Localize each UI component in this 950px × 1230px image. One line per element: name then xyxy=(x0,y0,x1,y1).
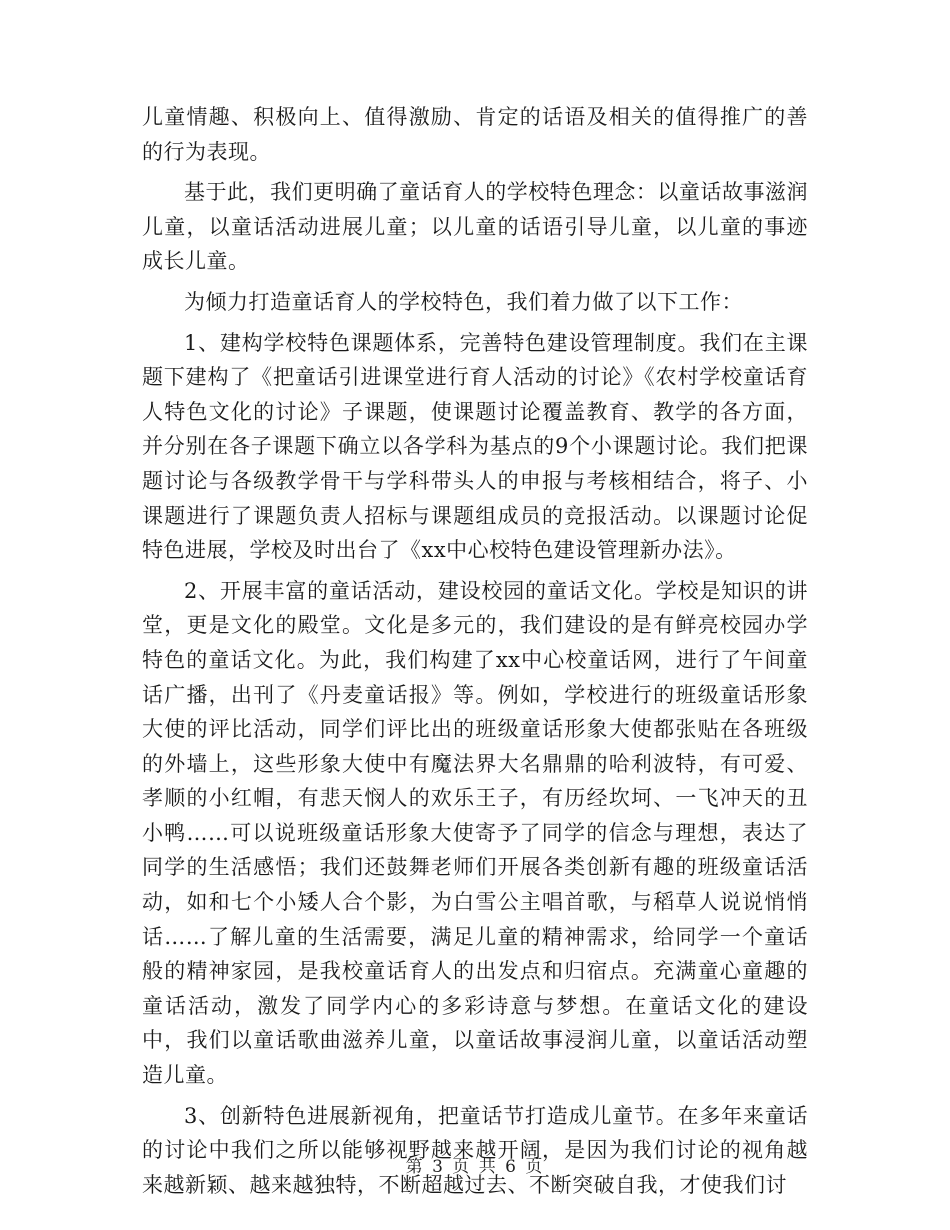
paragraph-continuation: 儿童情趣、积极向上、值得激励、肯定的话语及相关的值得推广的善的行为表现。 xyxy=(142,105,808,164)
paragraph-work-intro: 为倾力打造童话育人的学校特色，我们着力做了以下工作： xyxy=(184,289,743,314)
paragraph-school-philosophy: 基于此，我们更明确了童话育人的学校特色理念：以童话故事滋润儿童，以童话活动进展儿童；以儿童的话语引导儿童，以儿童的事迹成长儿童。 xyxy=(142,180,808,274)
document-body xyxy=(142,100,808,1208)
paragraph-item-2: 2、开展丰富的童话活动，建设校园的童话文化。学校是知识的讲堂，更是文化的殿堂。文化是多元的，我们建设的是有鲜亮校园办学特色的童话文化。为此，我们构建了xx中心校童话网，进行了午间童话广播，出刊了《丹麦童话报》等。例如，学校进行的班级童话形象大使的评比活动，同学们评比出的班级童话形象大使都张贴在各班级的外墙上，这些形象大使中有魔法界大名鼎鼎的哈利波特，有可爱、孝顺的小红帽，有悲天悯人的欢乐王子，有历经坎坷、一飞冲天的丑小鸭……可以说班级童话形象大使寄予了同学的信念与理想，表达了同学的生活感悟；我们还鼓舞老师们开展各类创新有趣的班级童话活动，如和七个小矮人合个影，为白雪公主唱首歌，与稻草人说说悄悄话……了解儿童的生活需要，满足儿童的精神需求，给同学一个童话般的精神家园，是我校童话育人的出发点和归宿点。充满童心童趣的童话活动，激发了同学内心的多彩诗意与梦想。在童话文化的建设中，我们以童话歌曲滋养儿童，以童话故事浸润儿童，以童话活动塑造儿童。 xyxy=(142,578,808,1088)
paragraph-item-1: 1、建构学校特色课题体系，完善特色建设管理制度。我们在主课题下建构了《把童话引进课堂进行育人活动的讨论》《农村学校童话育人特色文化的讨论》子课题，使课题讨论覆盖教育、教学的各方面，并分别在各子课题下确立以各学科为基点的9个小课题讨论。我们把课题讨论与各级教学骨干与学科带头人的申报与考核相结合，将子、小课题进行了课题负责人招标与课题组成员的竞报活动。以课题讨论促特色进展，学校及时出台了《xx中心校特色建设管理新办法》。 xyxy=(142,330,808,563)
paragraph-item-3: 3、创新特色进展新视角，把童话节打造成儿童节。在多年来童话的讨论中我们之所以能够视野越来越开阔，是因为我们讨论的视角越来越新颖、越来越独特，不断超越过去、不断突破自我，才使我们讨 xyxy=(142,1103,808,1197)
page-footer: 第 3 页 共 6 页 xyxy=(405,1157,545,1177)
